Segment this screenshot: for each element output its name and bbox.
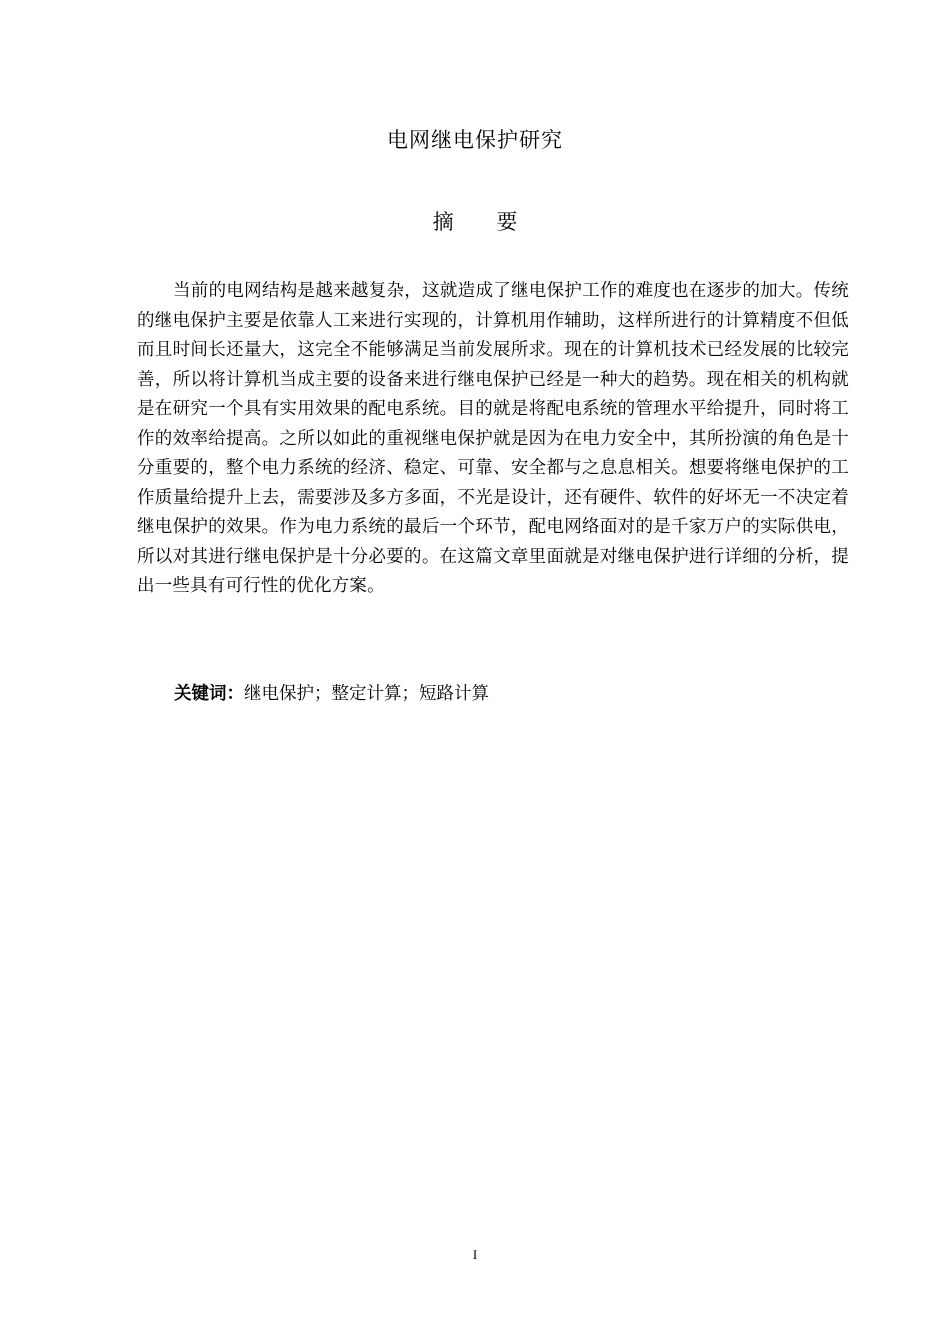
abstract-paragraph: 当前的电网结构是越来越复杂，这就造成了继电保护工作的难度也在逐步的加大。传统的继电保护主要是依靠人工来进行实现的，计算机用作辅助，这样所进行的计算精度不但低而且时间长还量大，这完全不能够满足当前发展所求。现在的计算机技术已经发展的比较完善，所以将计算机当成主要的设备来进行继电保护已经是一种大的趋势。现在相关的机构就是在研究一个具有实用效果的配电系统。目的就是将配电系统的管理水平给提升，同时将工作的效率给提高。之所以如此的重视继电保护就是因为在电力安全中，其所扮演的角色是十分重要的，整个电力系统的经济、稳定、可靠、安全都与之息息相关。想要将继电保护的工作质量给提升上去，需要涉及多方多面，不光是设计，还有硬件、软件的好坏无一不决定着继电保护的效果。作为电力系统的最后一个环节，配电网络面对的是千家万户的实际供电，所以对其进行继电保护是十分必要的。在这篇文章里面就是对继电保护进行详细的分析，提出一些具有可行性的优化方案。 — [137, 281, 849, 596]
keywords-line — [174, 680, 489, 709]
page-number: I — [472, 1247, 478, 1262]
keywords-value: 继电保护；整定计算；短路计算 — [244, 684, 489, 704]
abstract-heading: 摘 要 — [432, 210, 536, 234]
keywords-label: 关键词： — [174, 684, 244, 704]
page-title: 电网继电保护研究 — [387, 128, 563, 152]
